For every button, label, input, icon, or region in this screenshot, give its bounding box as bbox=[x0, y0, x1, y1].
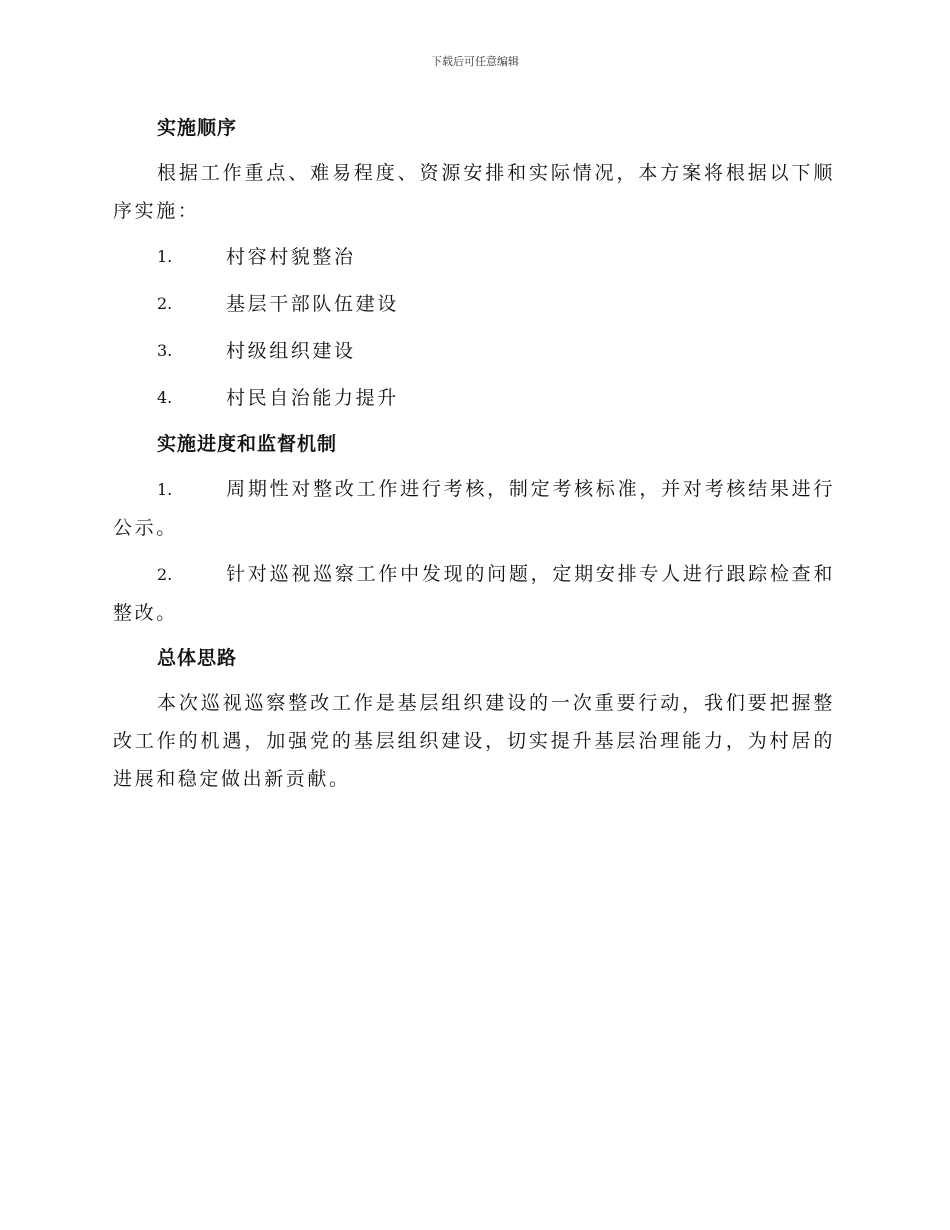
order-list-item bbox=[113, 332, 835, 370]
list-number: 3. bbox=[157, 341, 173, 360]
list-text: 村民自治能力提升 bbox=[226, 387, 399, 409]
list-number: 2. bbox=[157, 294, 173, 313]
section-heading-progress: 实施进度和监督机制 bbox=[157, 433, 338, 455]
list-text: 基层干部队伍建设 bbox=[226, 293, 399, 315]
list-number: 1. bbox=[157, 480, 173, 499]
order-intro-paragraph: 根据工作重点、难易程度、资源安排和实际情况，本方案将根据以下顺序实施： bbox=[113, 162, 835, 222]
overall-body-paragraph: 本次巡视巡察整改工作是基层组织建设的一次重要行动，我们要把握整改工作的机遇，加强党的基层组织建设，切实提升基层治理能力，为村居的进展和稳定做出新贡献。 bbox=[113, 692, 835, 790]
list-number: 2. bbox=[157, 565, 173, 584]
order-list-item bbox=[113, 238, 835, 276]
list-number: 1. bbox=[157, 247, 173, 266]
progress-list-item bbox=[113, 470, 835, 547]
document-body bbox=[113, 110, 835, 806]
list-number: 4. bbox=[157, 388, 173, 407]
list-text: 针对巡视巡察工作中发现的问题，定期安排专人进行跟踪检查和整改。 bbox=[113, 563, 835, 624]
section-heading-overall: 总体思路 bbox=[157, 647, 238, 669]
list-text: 村级组织建设 bbox=[226, 340, 356, 362]
progress-list-item bbox=[113, 555, 835, 632]
section-heading-order: 实施顺序 bbox=[157, 117, 238, 139]
list-text: 村容村貌整治 bbox=[226, 246, 356, 268]
order-list-item bbox=[113, 285, 835, 323]
order-list-item bbox=[113, 379, 835, 417]
list-text: 周期性对整改工作进行考核，制定考核标准，并对考核结果进行公示。 bbox=[113, 478, 835, 539]
page-header: 下载后可任意编辑 bbox=[431, 55, 519, 68]
